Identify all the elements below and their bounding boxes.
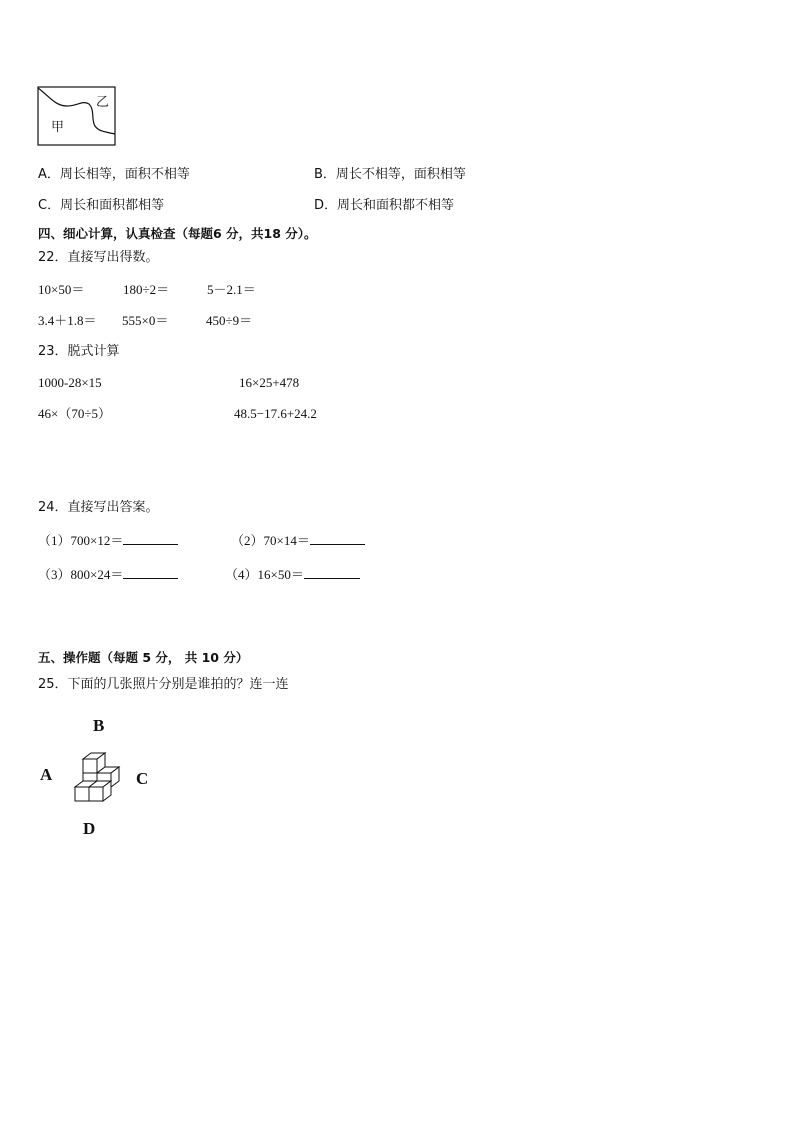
answer-blank[interactable] [304, 565, 360, 579]
q24-item [38, 531, 178, 549]
option-b: B．周长不相等，面积相等 [314, 167, 466, 182]
shape-figure [37, 86, 117, 148]
q22-item: 450÷9＝ [206, 313, 253, 328]
q23-title: 23．脱式计算 [38, 344, 120, 359]
q22-item: 3.4＋1.8＝ [38, 313, 97, 328]
q23-item: 16×25+478 [239, 375, 300, 390]
section-5-heading: 五、操作题（每题 5 分， 共 10 分） [38, 650, 249, 665]
cube-stack-svg [70, 750, 122, 806]
q24-item [38, 565, 178, 583]
q22-item: 180÷2＝ [123, 282, 170, 297]
q22-item: 555×0＝ [122, 313, 169, 328]
q24-item-text: （2）70×14＝ [231, 533, 310, 548]
cube-front-face [89, 787, 103, 801]
answer-blank[interactable] [123, 565, 178, 579]
q24-item [231, 531, 365, 549]
viewer-label-d: D [83, 819, 96, 838]
answer-blank[interactable] [123, 531, 178, 545]
option-d: D．周长和面积都不相等 [314, 198, 455, 213]
q24-item-text: （1）700×12＝ [38, 533, 124, 548]
q24-title: 24．直接写出答案。 [38, 500, 159, 515]
cube-front-face [83, 759, 97, 773]
cube-front-face [83, 773, 97, 781]
q25-title: 25．下面的几张照片分别是谁拍的？连一连 [38, 677, 289, 692]
q24-item-text: （4）16×50＝ [225, 567, 304, 582]
q22-item: 5－2.1＝ [207, 282, 256, 297]
cube-stack-figure [70, 750, 122, 806]
q24-item-text: （3）800×24＝ [38, 567, 124, 582]
viewer-label-b: B [93, 716, 105, 735]
q23-item: 1000-28×15 [38, 375, 102, 390]
q22-title: 22．直接写出得数。 [38, 250, 159, 265]
q22-item: 10×50＝ [38, 282, 85, 297]
answer-blank[interactable] [310, 531, 365, 545]
q23-item: 46×（70÷5） [38, 406, 111, 421]
label-jia: 甲 [51, 120, 65, 135]
option-a: A．周长相等，面积不相等 [38, 167, 190, 182]
q23-item: 48.5−17.6+24.2 [234, 406, 317, 421]
viewer-label-c: C [136, 769, 149, 788]
option-c: C．周长和面积都相等 [38, 198, 165, 213]
cube-front-face [75, 787, 89, 801]
q24-item [225, 565, 360, 583]
section-4-heading: 四、细心计算，认真检查（每题6 分，共18 分）。 [38, 226, 317, 241]
label-yi: 乙 [96, 95, 110, 110]
viewer-label-a: A [40, 765, 53, 784]
